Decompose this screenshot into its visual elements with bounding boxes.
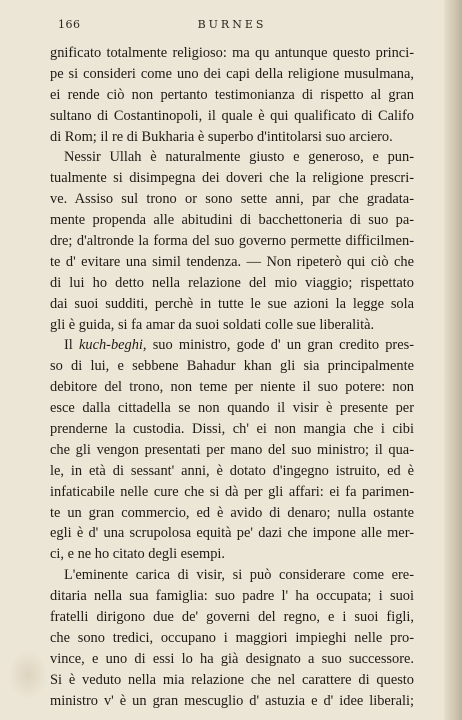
text-line: prenderne la custodia. Dissi, ch' ei non mangia che i cibi bbox=[50, 421, 414, 438]
text-line: ei rende ciò non pertanto testimonianza di rispetto al gran bbox=[50, 86, 414, 103]
text-line: che sono tredici, occupano i maggiori impieghi nelle pro- bbox=[50, 629, 414, 646]
running-title: BURNES bbox=[197, 18, 267, 31]
text-line: gli è guida, si fa amar da suoi soldati colle sue liberalità. bbox=[50, 316, 375, 333]
paper-stain bbox=[8, 650, 48, 700]
text-line: le, in età di sessant' anni, è dotato d'ingegno istruito, ed è bbox=[50, 462, 414, 479]
text-line: gnificato totalmente religioso: ma qu antunque questo princi- bbox=[50, 45, 414, 61]
text-line: pe si consideri come uno dei capi della religione musulmana, bbox=[50, 65, 414, 82]
text-line-rest: , suo ministro, gode d' un gran credito pres- bbox=[142, 337, 414, 354]
text-line: dai suoi sudditi, perchè in tutte le sue azioni la legge sola bbox=[50, 295, 414, 312]
text-line: esce dalla cittadella se non quando il visir è presente per bbox=[50, 400, 414, 417]
text-line: Si è veduto nella mia relazione che nel carattere di questo bbox=[50, 671, 414, 688]
page-number: 166 bbox=[58, 18, 81, 31]
text-line: infaticabile nelle cure che si dà per gli affari: ei fa parimen- bbox=[50, 483, 414, 500]
text-line: Nessir Ullah è naturalmente giusto e generoso, e pun- bbox=[64, 149, 414, 166]
text-line: mente propenda alle abitudini di bacchettoneria di suo pa- bbox=[50, 212, 414, 229]
text-line: dre; d'altronde la forma del suo governo permette difficilmen- bbox=[50, 233, 414, 250]
text-line: L'eminente carica di visir, si può considerare come ere- bbox=[64, 567, 414, 584]
text-line: di Rom; il re di Bukharia è superbo d'intitolarsi suo arciero. bbox=[50, 128, 393, 145]
text-line-prefix: Il bbox=[64, 337, 79, 354]
body-text bbox=[50, 43, 414, 712]
text-line bbox=[50, 335, 414, 356]
text-line: egli è d' una scrupolosa equità pe' dazi che impone alle mer- bbox=[50, 525, 414, 542]
text-line: ditaria nella sua famiglia: suo padre l' ha occupata; i suoi bbox=[50, 588, 414, 605]
text-line: ministro v' è un gran mescuglio d' astuzia e d' idee liberali; bbox=[50, 692, 414, 709]
text-line: ve. Assiso sul trono or sono sette anni, par che gradata- bbox=[50, 191, 414, 208]
text-line: te d' evitare una simil tendenza. — Non ripeterò qui ciò che bbox=[50, 253, 414, 270]
text-line: fratelli dirigono due de' governi del regno, e i suoi figli, bbox=[50, 609, 414, 626]
text-line: debitore del trono, non teme per niente il suo potere: non bbox=[50, 379, 414, 396]
text-line: tualmente si disimpegna dei doveri che la religione prescri- bbox=[50, 170, 414, 187]
running-header bbox=[50, 18, 414, 34]
text-line: che gli vengon presentati per mano del suo ministro; il qua- bbox=[50, 441, 414, 458]
italic-term: kuch-beghi bbox=[78, 337, 143, 354]
text-line: sultano di Costantinopoli, il quale è qui qualificato di Califo bbox=[50, 107, 414, 124]
text-line: vince, e uno di essi lo ha già designato a suo successore. bbox=[50, 650, 414, 667]
text-line: so di lui, e sebbene Bahadur khan gli sia principalmente bbox=[50, 358, 414, 375]
page-edge bbox=[444, 0, 462, 720]
text-line: ci, e ne ho citato degli esempi. bbox=[50, 546, 226, 563]
text-line: te un gran commercio, ed è avido di denaro; nulla ostante bbox=[50, 504, 414, 521]
text-line: di lui ho detto nella relazione del mio viaggio; rispettato bbox=[50, 274, 414, 291]
